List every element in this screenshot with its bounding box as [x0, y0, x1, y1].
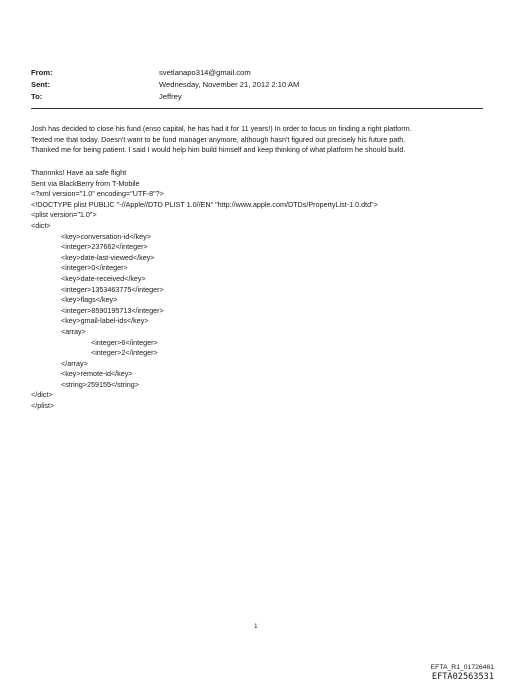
plist-line: <key>conversation-id</key> [61, 231, 151, 241]
plist-line: <integer>6</integer> [91, 337, 158, 347]
from-value: svetlanapo314@gmail.com [159, 68, 251, 77]
plist-line: <integer>0</integer> [61, 263, 128, 273]
plist-line: </dict> [31, 390, 53, 400]
to-value: Jeffrey [159, 92, 182, 101]
body-line: Thanked me for being patient. I said I would help him build himself and keep thinking of what platform he should build. [31, 145, 406, 155]
plist-line: <integer>8590195713</integer> [61, 305, 164, 315]
plist-line: <array> [61, 326, 86, 336]
body-line: Sent via BlackBerry from T-Mobile [31, 178, 140, 188]
body-line: Thannnks! Have aa safe flight [31, 168, 127, 177]
header-divider [31, 108, 483, 109]
plist-line: <integer>1353463775</integer> [61, 284, 164, 294]
plist-line: </array> [61, 358, 88, 368]
body-line: Texted me that today. Doesn't want to be fund manager anymore, although hasn't figured out precisely his future path. [31, 134, 406, 144]
document-footer [431, 663, 494, 683]
message-paragraph-1 [31, 124, 412, 156]
plist-line: <key>gmail-label-ids</key> [61, 316, 149, 326]
from-label: From: [31, 68, 53, 77]
to-label: To: [31, 92, 43, 101]
plist-line: <integer>2</integer> [91, 348, 158, 358]
sent-value: Wednesday, November 21, 2012 2:10 AM [159, 80, 300, 89]
plist-line: </plist> [31, 401, 55, 411]
plist-line: <key>remote-id</key> [61, 369, 133, 379]
plist-line: <string>259155</string> [61, 379, 139, 389]
plist-line: <key>date-last-viewed</key> [61, 252, 155, 262]
plist-line: <key>date-received</key> [61, 273, 146, 283]
sent-label: Sent: [31, 80, 50, 89]
plist-line: <!DOCTYPE plist PUBLIC "-//Apple//DTD PLIST 1.0//EN" "http://www.apple.com/DTDs/PropertyList-1.0.dtd"> [31, 199, 378, 209]
plist-line: <?xml version="1.0" encoding="UTF-8"?> [31, 189, 164, 199]
page-number: 1 [254, 623, 258, 630]
plist-line: <dict> [31, 220, 51, 230]
plist-line: <key>flags</key> [61, 295, 118, 305]
body-line: Josh has decided to close his fund (enso capital, he has had it for 11 years!) In order to focus on finding a right platform. [31, 124, 412, 133]
message-paragraph-2 [31, 168, 378, 412]
plist-line: <integer>237662</integer> [61, 242, 148, 252]
footer-id-primary: EFTA_R1_01726461 [430, 664, 494, 671]
plist-line: <plist version="1.0"> [31, 210, 97, 220]
footer-id-secondary: EFTA02563531 [431, 672, 494, 682]
